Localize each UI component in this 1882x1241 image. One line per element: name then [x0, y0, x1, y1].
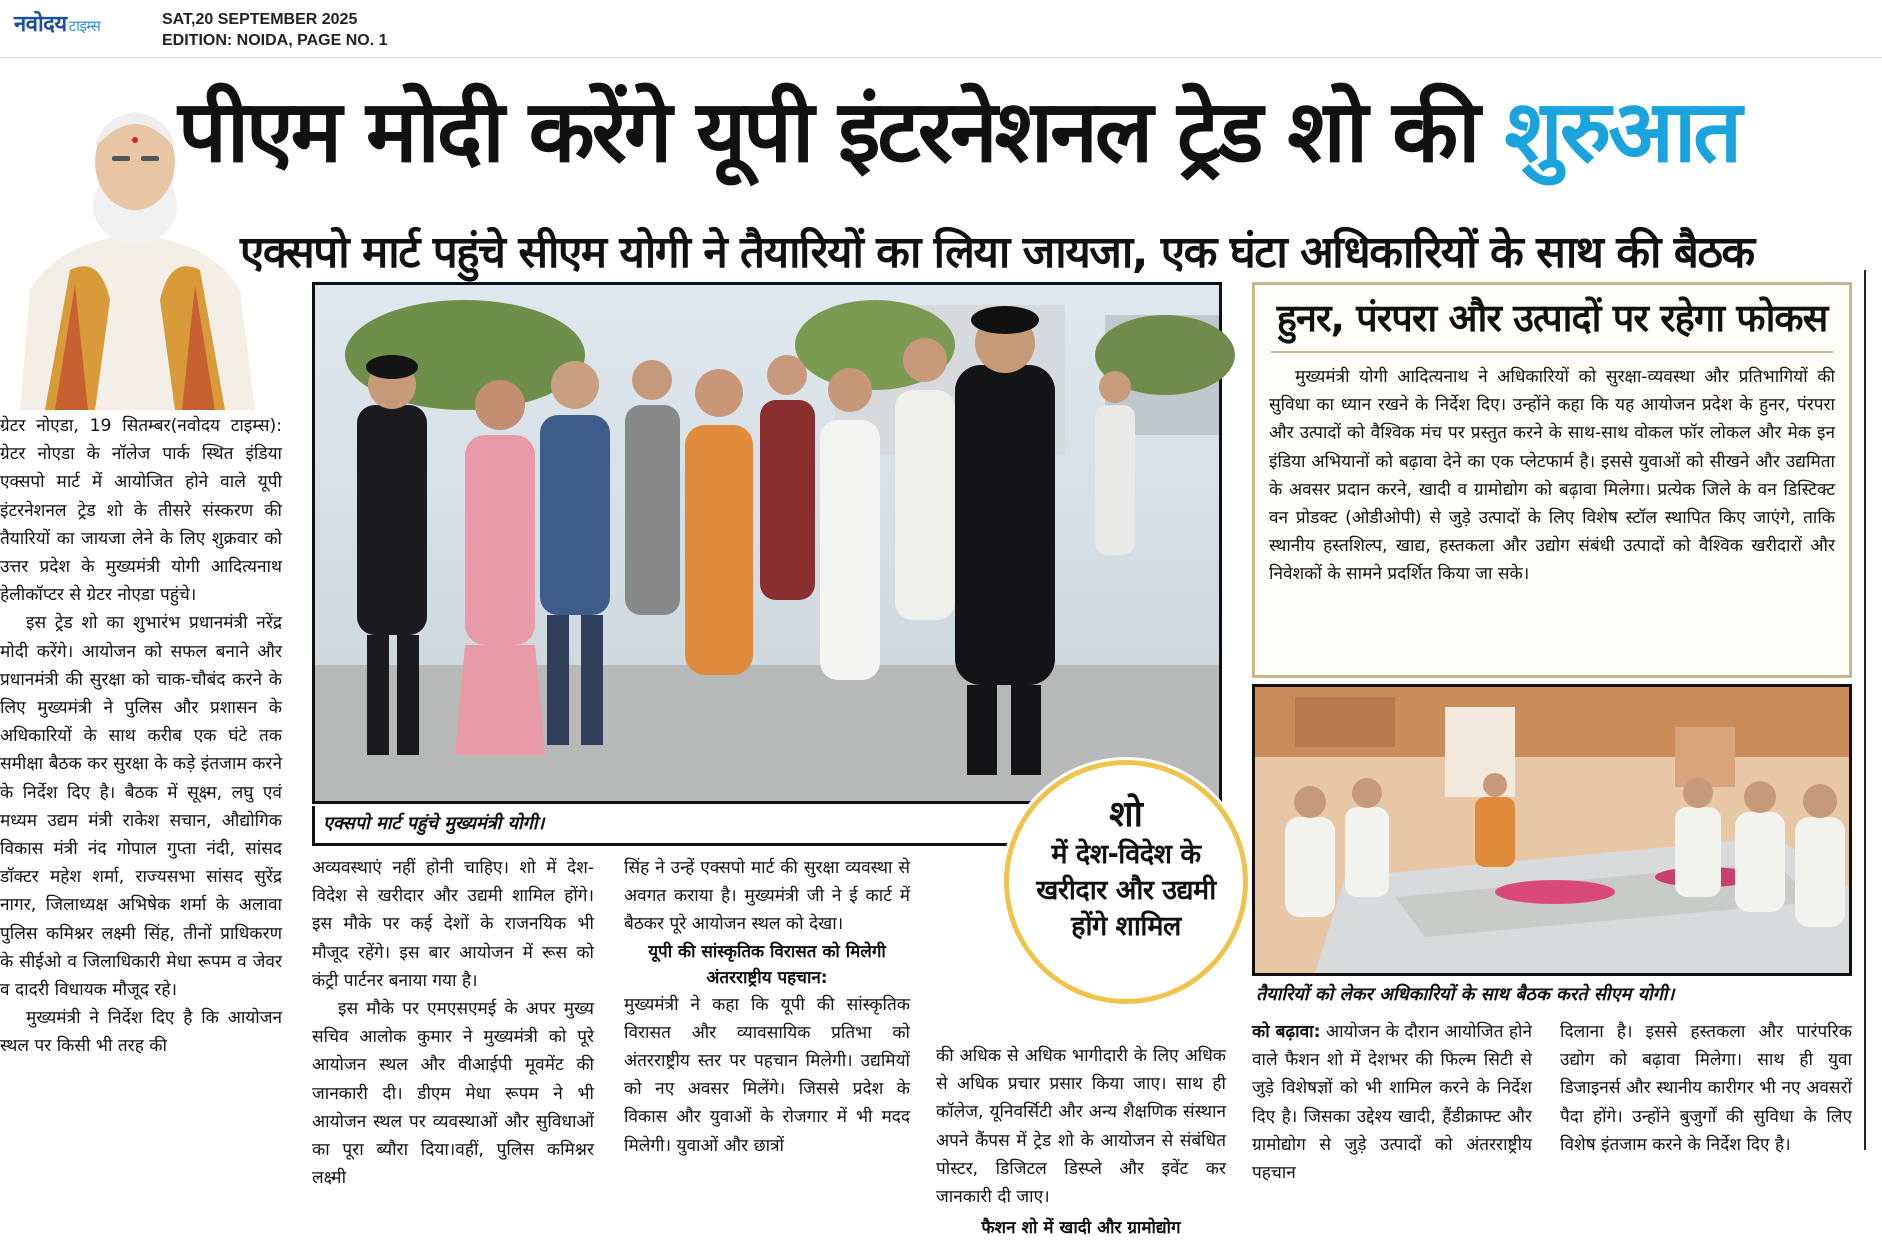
sidebar-story-box — [1252, 282, 1852, 678]
logo-main-text: नवोदय — [14, 12, 67, 37]
edition-bar — [0, 0, 1882, 58]
pull-quote — [1004, 760, 1248, 1004]
page-subheadline: एक्सपो मार्ट पहुंचे सीएम योगी ने तैयारियों का लिया जायजा, एक घंटा अधिकारियों के साथ की बैठक — [240, 227, 1754, 278]
quote-line: खरीदार और उद्यमी — [1036, 875, 1216, 906]
article-paragraph: सिंह ने उन्हें एक्सपो मार्ट की सुरक्षा व्यवस्था से अवगत कराया है। मुख्यमंत्री जी ने ई कार्ट में बैठकर पूरे आयोजन स्थल को देखा। — [624, 858, 910, 935]
article-paragraph: इस मौके पर एमएसएमई के अपर मुख्य सचिव आलोक कुमार ने मुख्यमंत्री को पूरे आयोजन स्थल और वीआईपी मूवमेंट की जानकारी दी। डीएम मेधा रूपम ने भी आयोजन स्थल पर व्यवस्थाओं और सुविधाओं का पूरा ब्यौरा दिया।वहीं, पुलिस कमिश्नर लक्ष्मी — [312, 999, 594, 1189]
edition-info — [162, 9, 388, 51]
meeting-photo — [1252, 684, 1852, 976]
article-paragraph: मुख्यमंत्री ने कहा कि यूपी की सांस्कृतिक विरासत और व्यावसायिक प्रतिभा को अंतरराष्ट्रीय स्तर पर पहचान मिलेगी। उद्यमियों को नए अवसर मिलेंगे। जिससे प्रदेश के विकास और युवाओं के रोजगार में भी मदद मिलेगी। युवाओं और छात्रों — [624, 994, 910, 1156]
edition-name: EDITION: NOIDA, PAGE NO. 1 — [162, 32, 388, 49]
article-column-c — [624, 854, 910, 1160]
paragraph-body: आयोजन के दौरान आयोजित होने वाले फैशन शो में देशभर की फिल्म सिटी से जुड़े विशेषज्ञों को भी शामिल करने के निर्देश दिए है। जिसका उद्देश्य खादी, हैंडीक्राफ्ट और ग्रामोद्योग से जुड़े उत्पादों को अंतरराष्ट्रीय पहचान — [1252, 1022, 1532, 1184]
adjacent-column-edge — [1864, 270, 1882, 1150]
newspaper-logo[interactable] — [14, 8, 100, 38]
sidebar-story-body: मुख्यमंत्री योगी आदित्यनाथ ने अधिकारियों को सुरक्षा-व्यवस्था और प्रतिभागियों की सुविधा का ध्यान रखने के निर्देश दिए। उन्होंने कहा कि यह आयोजन प्रदेश के हुनर, पंरपरा और उत्पादों को वैश्विक मंच पर प्रस्तुत करने के साथ-साथ वोकल फॉर लोकल और मेक इन इंडिया अभियानों को बढ़ावा देने का एक प्लेटफार्म है। इससे युवाओं को सीखने और उद्यमिता के अवसर प्रदान करने, खादी व ग्रामोद्योग को बढ़ावा मिलेगा। प्रत्येक जिले के वन डिस्टिक्ट वन प्रोडक्ट (ओडीओपी) से जुड़े उत्पादों के लिए विशेष स्टॉल स्थापित किए जाएंगे, ताकि स्थानीय हस्तशिल्प, खाद्य, हस्तकला और उद्योग संबंधी उत्पादों को वैश्विक खरीदारों और निवेशकों के सामने प्रदर्शित किया जा सके। — [1269, 367, 1835, 585]
edition-date: SAT,20 SEPTEMBER 2025 — [162, 11, 358, 28]
article-column-b — [312, 854, 594, 1192]
quote-line: होंगे शामिल — [1071, 911, 1181, 942]
article-column-f — [1560, 1018, 1852, 1159]
meeting-photo-image — [1255, 687, 1849, 973]
article-subheading: यूपी की सांस्कृतिक विरासत को मिलेगी अंतरराष्ट्रीय पहचान: — [648, 941, 886, 988]
meeting-photo-caption: तैयारियों को लेकर अधिकारियों के साथ बैठक करते सीएम योगी। — [1256, 984, 1675, 1005]
article-paragraph — [1252, 1018, 1532, 1187]
article-paragraph: मुख्यमंत्री ने निर्देश दिए है कि आयोजन स्थल पर किसी भी तरह की — [0, 1008, 282, 1057]
logo-sub-text: टाइम्स — [68, 17, 101, 35]
article-paragraph: इस ट्रेड शो का शुभारंभ प्रधानमंत्री नरेंद्र मोदी करेंगे। आयोजन को सफल बनाने और प्रधानमंत्री की सुरक्षा को चाक-चौबंद करने के लिए मुख्यमंत्री ने पुलिस और प्रशासन के अधिकारियों के साथ करीब एक घंटे तक समीक्षा बैठक कर सुरक्षा के कड़े इंतजाम करने के निर्देश दिए है। बैठक में सूक्ष्म, लघु एवं मध्यम उद्यम मंत्री राकेश सचान, औद्योगिक विकास मंत्री नंद गोपाल गुप्ता नंदी, सांसद डॉक्टर महेश शर्मा, राज्यसभा सांसद सुरेंद्र नागर, जिलाध्यक्ष अभिषेक शर्मा के अलावा पुलिस कमिश्नर लक्ष्मी सिंह, तीनों प्राधिकरण के सीईओ व जिलाधिकारी मेधा रूपम व जेवर व दादरी विधायक मौजूद रहे। — [0, 613, 282, 1001]
main-photo-image — [315, 285, 1219, 801]
quote-line: में देश-विदेश के — [1051, 839, 1201, 870]
sidebar-story-title: हुनर, पंरपरा और उत्पादों पर रहेगा फोकस — [1271, 285, 1833, 353]
article-subheading: फैशन शो में खादी और ग्रामोद्योग — [981, 1218, 1181, 1239]
quote-line: शो — [1109, 794, 1143, 835]
main-photo — [312, 282, 1222, 804]
article-paragraph: की अधिक से अधिक भागीदारी के लिए अधिक से अधिक प्रचार प्रसार किया जाए। साथ ही कॉलेज, यूनिवर्सिटी और अन्य शैक्षणिक संस्थान अपने कैंपस में ट्रेड शो के आयोजन से संबंधित पोस्टर, डिजिटल डिस्प्ले और इवेंट कर जानकारी दी जाए। — [936, 1046, 1226, 1208]
article-column-a — [0, 412, 282, 1061]
article-paragraph: दिलाना है। इससे हस्तकला और पारंपरिक उद्योग को बढ़ावा मिलेगा। साथ ही युवा डिजाइनर्स और स्थानीय कारीगर भी नए अवसरों पैदा होंगे। उन्होंने बुजुर्गों की सुविधा के लिए विशेष इंतजाम करने के निर्देश दिए है। — [1560, 1022, 1852, 1155]
article-column-e — [1252, 1018, 1532, 1187]
newspaper-page — [0, 60, 1882, 1239]
main-photo-caption: एक्सपो मार्ट पहुंचे मुख्यमंत्री योगी। — [312, 806, 1222, 846]
page-headline — [178, 78, 1858, 186]
paragraph-lead: को बढ़ावा: — [1252, 1022, 1321, 1042]
article-paragraph: ग्रेटर नोएडा, 19 सितम्बर(नवोदय टाइम्स): ग्रेटर नोएडा के नॉलेज पार्क स्थित इंडिया एक्सपो मार्ट में आयोजित होने वाले यूपी इंटरनेशनल ट्रेड शो के तीसरे संस्करण की तैयारियों का जायजा लेने के लिए शुक्रवार को उत्तर प्रदेश के मुख्यमंत्री योगी आदित्यनाथ हेलीकॉप्टर से ग्रेटर नोएडा पहुंचे। — [0, 416, 282, 606]
headline-main: पीएम मोदी करेंगे यूपी इंटरनेशनल ट्रेड शो की — [178, 82, 1478, 182]
article-paragraph: अव्यवस्थाएं नहीं होनी चाहिए। शो में देश-विदेश से खरीदार और उद्यमी शामिल होंगे। इस मौके पर कई देशों के राजनयिक भी मौजूद रहेंगे। इस बार आयोजन में रूस को कंट्री पार्टनर बनाया गया है। — [312, 858, 594, 991]
headline-accent: शुरुआत — [1504, 82, 1740, 182]
